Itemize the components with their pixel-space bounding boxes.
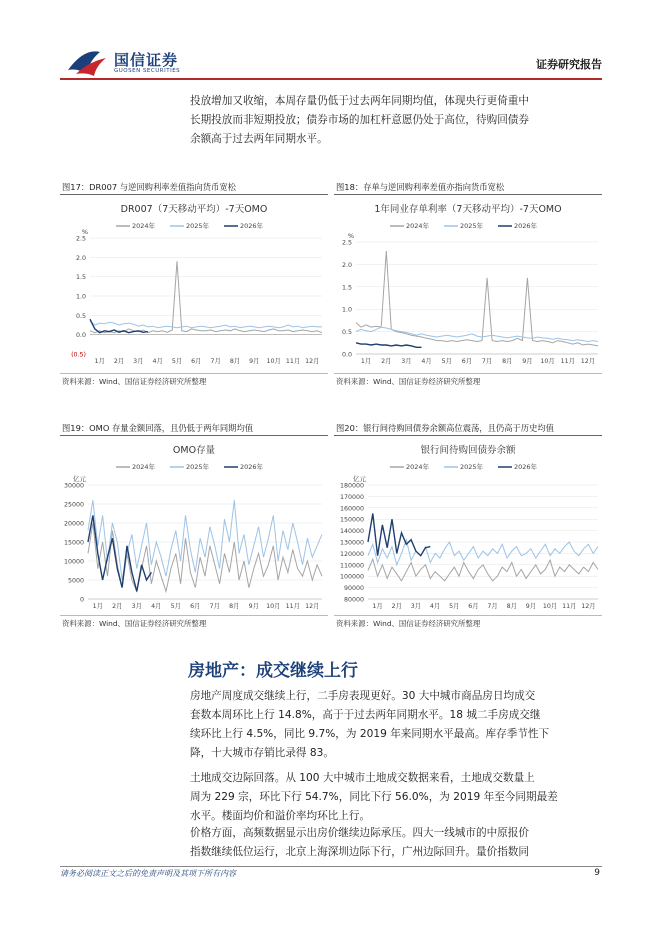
y-tick-label: 15000 [63,539,84,547]
x-tick-label: 7月 [487,603,498,610]
chart-title: 银行间待购回债券余额 [420,445,516,456]
legend-label: 2026年 [514,463,538,471]
page-number: 9 [594,868,600,878]
figure-17-caption: 图17：DR007 与逆回购利率差值指向货币宽松 [62,182,236,192]
text-line: 投放增加又收缩，本周存量仍低于过去两年同期均值，体现央行更倚重中 [190,95,529,107]
x-tick-label: 10月 [266,358,281,365]
y-tick-label: 110000 [339,562,364,570]
intro-paragraph [190,92,600,149]
figure-19-chart [60,437,328,613]
y-tick-label: 2.5 [75,235,86,243]
axis-unit-label: % [347,232,354,240]
x-tick-label: 2月 [112,603,123,610]
x-tick-label: 9月 [525,603,537,610]
figure-19-caption: 图19：OMO 存量金额回落，且仍低于两年同期均值 [62,423,254,433]
x-tick-label: 12月 [581,603,596,610]
chart-title: OMO存量 [172,445,216,456]
x-tick-label: 3月 [133,358,144,365]
figure-20-bottom-rule [334,615,602,616]
brand-name-en: GUOSEN SECURITIES [114,68,181,74]
x-tick-label: 11月 [285,358,301,365]
text-line: 房地产周度成交继续上行，二手房表现更好。30 大中城市商品房日均成交 [190,690,536,702]
x-tick-label: 1月 [94,358,105,365]
series-line-2026年 [356,343,422,348]
x-tick-label: 5月 [171,358,183,365]
y-tick-label: 2.0 [341,261,352,269]
y-tick-label: 180000 [339,482,364,490]
figure-19-top-rule [60,435,328,436]
x-tick-label: 5月 [449,603,460,610]
y-tick-label: 25000 [63,501,84,509]
x-tick-label: 4月 [152,358,163,365]
report-type-label: 证券研究报告 [536,58,602,71]
y-tick-label: 150000 [339,516,364,524]
figure-18-chart [334,196,602,372]
figure-20-caption: 图20：银行间待购回债券余额高位震荡，且仍高于历史均值 [336,423,554,433]
y-tick-label: 0.0 [75,332,86,340]
legend-label: 2024年 [132,222,156,230]
x-tick-label: 9月 [248,603,259,610]
x-tick-label: 1月 [360,358,372,365]
chart-title: 1年同业存单利率（7天移动平均）-7天OMO [374,204,562,215]
x-tick-label: 8月 [229,603,240,610]
figure-18-top-rule [334,194,602,195]
x-tick-label: 6月 [461,358,473,365]
x-tick-label: 7月 [209,603,220,610]
x-tick-label: 6月 [191,358,202,365]
x-tick-label: 8月 [502,358,513,365]
x-tick-label: 1月 [372,603,383,610]
legend-label: 2025年 [186,222,210,230]
x-tick-label: 4月 [429,603,441,610]
section-paragraph-1 [190,687,600,763]
figure-18-bottom-rule [334,373,602,374]
x-tick-label: 5月 [441,358,452,365]
y-tick-label: 1.5 [341,284,352,292]
y-tick-label: 170000 [339,493,364,501]
x-tick-label: 10月 [540,358,555,365]
series-line-2025年 [368,540,598,565]
x-tick-label: 12月 [580,358,596,365]
figure-18-caption: 图18：存单与逆回购利率差值亦指向货币宽松 [336,182,505,192]
figure-17-chart [60,196,328,372]
legend-label: 2024年 [406,463,430,471]
x-tick-label: 3月 [410,603,422,610]
figure-17-top-rule [60,194,328,195]
text-line: 指数继续低位运行，北京上海深圳边际下行，广州边际回升。量价指数同 [190,846,529,858]
x-tick-label: 2月 [391,603,402,610]
x-tick-label: 9月 [522,358,533,365]
y-tick-label: 2.0 [75,254,86,262]
x-tick-label: 11月 [285,603,300,610]
legend-label: 2025年 [460,222,484,230]
figure-19-bottom-rule [60,615,328,616]
y-tick-label: 100000 [339,573,364,581]
header-divider [60,78,602,80]
y-tick-label: 0 [79,596,84,604]
x-tick-label: 4月 [151,603,162,610]
x-tick-label: 6月 [468,603,479,610]
legend-label: 2025年 [186,463,210,471]
x-tick-label: 6月 [190,603,201,610]
section-paragraph-3 [190,824,600,862]
text-line: 余额高于过去两年同期水平。 [190,133,328,145]
x-tick-label: 11月 [560,358,575,365]
y-tick-label: 20000 [63,520,84,528]
y-tick-label: 0.0 [341,351,352,359]
x-tick-label: 4月 [421,358,432,365]
brand-name: 国信证券 [114,51,179,69]
text-line: 续环比上行 4.5%，同比 9.7%，为 2019 年来同期水平最高。库存季节性下 [190,728,550,740]
legend-label: 2026年 [514,222,538,230]
x-tick-label: 8月 [229,358,241,365]
figure-20-top-rule [334,435,602,436]
x-tick-label: 12月 [305,358,320,365]
text-line: 价格方面，高频数据显示出房价继续边际承压。四大一线城市的中原报价 [190,827,529,839]
figure-18-source: 资料来源：Wind、国信证券经济研究所整理 [336,377,481,386]
y-tick-label: 1.5 [75,274,86,282]
section-paragraph-2 [190,769,600,826]
x-tick-label: 3月 [131,603,142,610]
y-tick-label: 5000 [67,577,84,585]
x-tick-label: 5月 [170,603,181,610]
y-tick-label: 80000 [343,596,364,604]
x-tick-label: 7月 [210,358,221,365]
text-line: 土地成交边际回落。从 100 大中城市土地成交数据来看，土地成交数量上 [190,772,535,784]
y-tick-label: 2.5 [341,239,352,247]
x-tick-label: 11月 [562,603,577,610]
y-tick-label: 0.5 [75,312,86,320]
chart-title: DR007（7天移动平均）-7天OMO [120,204,268,215]
y-tick-label: 10000 [63,558,84,566]
x-tick-label: 3月 [401,358,412,365]
series-line-2024年 [90,261,322,333]
y-tick-label: 140000 [339,528,364,536]
x-tick-label: 8月 [506,603,517,610]
y-tick-label: 160000 [339,505,364,513]
x-tick-label: 2月 [381,358,392,365]
legend-label: 2026年 [240,222,264,230]
series-line-2024年 [368,559,598,581]
y-tick-label: 130000 [339,539,364,547]
x-tick-label: 12月 [305,603,320,610]
legend-label: 2026年 [240,463,264,471]
figure-20-chart [334,437,602,613]
series-line-2025年 [356,327,598,341]
series-line-2026年 [368,514,430,556]
y-tick-label: 90000 [343,585,364,593]
axis-unit-label: 亿元 [353,475,366,483]
axis-unit-label: 亿元 [73,475,86,483]
y-tick-label: 0.5 [341,329,352,337]
y-tick-label: 120000 [339,550,364,558]
y-tick-label: (0.5) [71,351,86,359]
figure-20-source: 资料来源：Wind、国信证券经济研究所整理 [336,619,481,628]
x-tick-label: 10月 [266,603,281,610]
footer-divider [60,866,602,867]
x-tick-label: 7月 [481,358,493,365]
text-line: 水平。楼面均价和溢价率均环比上行。 [190,810,371,822]
x-tick-label: 9月 [249,358,260,365]
text-line: 降，十大城市存销比录得 83。 [190,747,334,759]
text-line: 周为 229 宗，环比下行 54.7%，同比下行 56.0%，为 2019 年至今同期最差 [190,791,558,803]
figure-17-bottom-rule [60,373,328,374]
series-line-2025年 [90,321,322,328]
text-line: 套数本周环比上行 14.8%，高于于过去两年同期水平。18 城二手房成交继 [190,709,541,721]
x-tick-label: 1月 [92,603,103,610]
legend-label: 2025年 [460,463,484,471]
figure-19-source: 资料来源：Wind、国信证券经济研究所整理 [62,619,207,628]
figure-17-source: 资料来源：Wind、国信证券经济研究所整理 [62,377,207,386]
footer-disclaimer: 请务必阅读正文之后的免责声明及其项下所有内容 [60,869,236,878]
y-tick-label: 30000 [63,482,84,490]
axis-unit-label: % [81,228,88,236]
legend-label: 2024年 [406,222,430,230]
legend-label: 2024年 [132,463,156,471]
y-tick-label: 1.0 [75,293,86,301]
section-title: 房地产：成交继续上行 [188,661,358,681]
x-tick-label: 10月 [542,603,558,610]
x-tick-label: 2月 [113,358,125,365]
text-line: 长期投放而非短期投放；债券市场的加杠杆意愿仍处于高位，待购回债券 [190,114,529,126]
y-tick-label: 1.0 [341,306,352,314]
